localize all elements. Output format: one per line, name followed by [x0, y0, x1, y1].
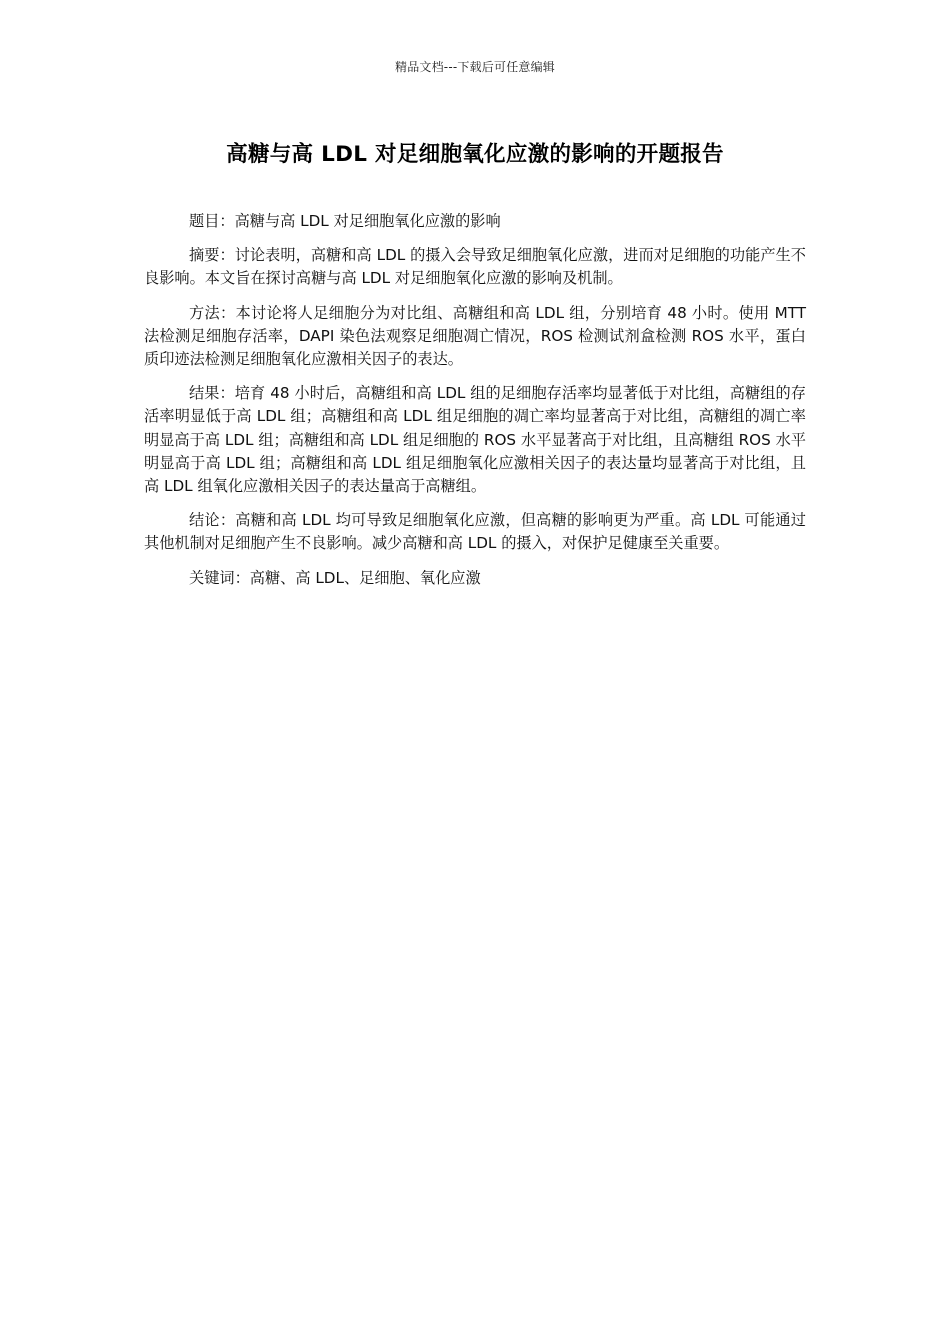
- topic-text: 高糖与高 LDL 对足细胞氧化应激的影响: [234, 212, 501, 230]
- conclusion-text: 高糖和高 LDL 均可导致足细胞氧化应激，但高糖的影响更为严重。高 LDL 可能通过其他机制对足细胞产生不良影响。减少高糖和高 LDL 的摄入，对保护足健康至关重要。: [144, 511, 806, 553]
- conclusion-label: 结论：: [189, 511, 236, 530]
- topic-label: 题目：: [189, 212, 235, 230]
- keywords-text: 高糖、高 LDL、足细胞、氧化应激: [249, 568, 481, 587]
- header-note: 精品文档---下载后可任意编辑: [395, 60, 555, 74]
- methods-text: 本讨论将人足细胞分为对比组、高糖组和高 LDL 组，分别培育 48 小时。使用 MTT 法检测足细胞存活率，DAPI 染色法观察足细胞凋亡情况，ROS 检测试剂盒检测 ROS 水平，蛋白质印迹法检测足细胞氧化应激相关因子的表达。: [144, 303, 806, 369]
- methods-label: 方法：: [189, 303, 236, 322]
- document-body: [144, 210, 806, 601]
- methods-paragraph: [144, 302, 806, 372]
- results-label: 结果：: [189, 384, 235, 403]
- abstract-label: 摘要：: [189, 246, 235, 265]
- topic-paragraph: [144, 210, 806, 233]
- results-text: 培育 48 小时后，高糖组和高 LDL 组的足细胞存活率均显著低于对比组，高糖组的存活率明显低于高 LDL 组；高糖组和高 LDL 组足细胞的凋亡率均显著高于对比组，高糖组的凋亡率明显高于高 LDL 组；高糖组和高 LDL 组足细胞的 ROS 水平显著高于对比组，且高糖组 ROS 水平明显高于高 LDL 组；高糖组和高 LDL 组足细胞氧化应激相关因子的表达量均显著高于对比组，且高 LDL 组氧化应激相关因子的表达量高于高糖组。: [144, 384, 806, 496]
- conclusion-paragraph: [144, 509, 806, 555]
- keywords-label: 关键词：: [189, 568, 250, 587]
- abstract-text: 讨论表明，高糖和高 LDL 的摄入会导致足细胞氧化应激，进而对足细胞的功能产生不良影响。本文旨在探讨高糖与高 LDL 对足细胞氧化应激的影响及机制。: [144, 246, 806, 288]
- abstract-paragraph: [144, 244, 806, 290]
- results-paragraph: [144, 382, 806, 498]
- document-title: 高糖与高 LDL 对足细胞氧化应激的影响的开题报告: [226, 142, 724, 167]
- keywords-paragraph: [144, 567, 806, 590]
